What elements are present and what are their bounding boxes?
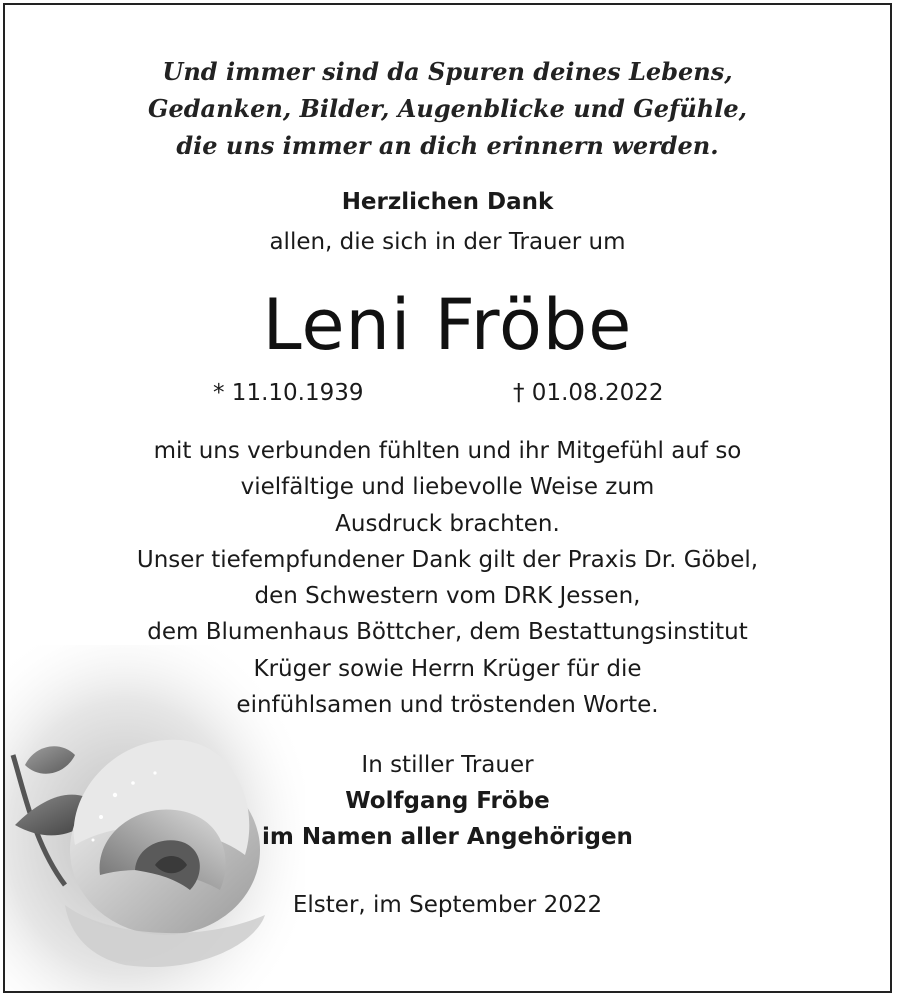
place-and-date: Elster, im September 2022: [292, 892, 603, 918]
body-line: Krüger sowie Herrn Krüger für die: [253, 655, 642, 682]
signoff-name: Wolfgang Fröbe: [345, 788, 550, 814]
body-line: dem Blumenhaus Böttcher, dem Bestattungsinstitut: [147, 619, 748, 646]
thanks-heading: Herzlichen Dank: [341, 189, 554, 215]
thanks-body: [5, 433, 890, 723]
birth-date: * 11.10.1939: [213, 380, 364, 406]
memorial-verse: [5, 53, 890, 164]
deceased-name: Leni Fröbe: [262, 284, 633, 366]
body-line: mit uns verbunden fühlten und ihr Mitgefühl auf so: [153, 438, 742, 464]
signoff-block: [5, 747, 890, 855]
verse-line-1: Und immer sind da Spuren deines Lebens,: [162, 57, 733, 86]
signoff-family: im Namen aller Angehörigen: [262, 824, 633, 850]
death-date: † 01.08.2022: [513, 380, 664, 406]
verse-line-3: die uns immer an dich erinnern werden.: [176, 131, 719, 160]
obituary-card: [3, 3, 892, 993]
body-line: Ausdruck brachten.: [335, 510, 560, 537]
thanks-subline: allen, die sich in der Trauer um: [269, 229, 626, 255]
signoff-line-1: In stiller Trauer: [361, 752, 534, 778]
body-line: vielfältige und liebevolle Weise zum: [240, 474, 655, 501]
life-dates: [5, 375, 890, 411]
body-line: einfühlsamen und tröstenden Worte.: [236, 692, 659, 719]
body-line: Unser tiefempfundener Dank gilt der Praxis Dr. Göbel,: [136, 546, 759, 573]
body-line: den Schwestern vom DRK Jessen,: [254, 583, 641, 610]
verse-line-2: Gedanken, Bilder, Augenblicke und Gefühle,: [147, 94, 747, 123]
